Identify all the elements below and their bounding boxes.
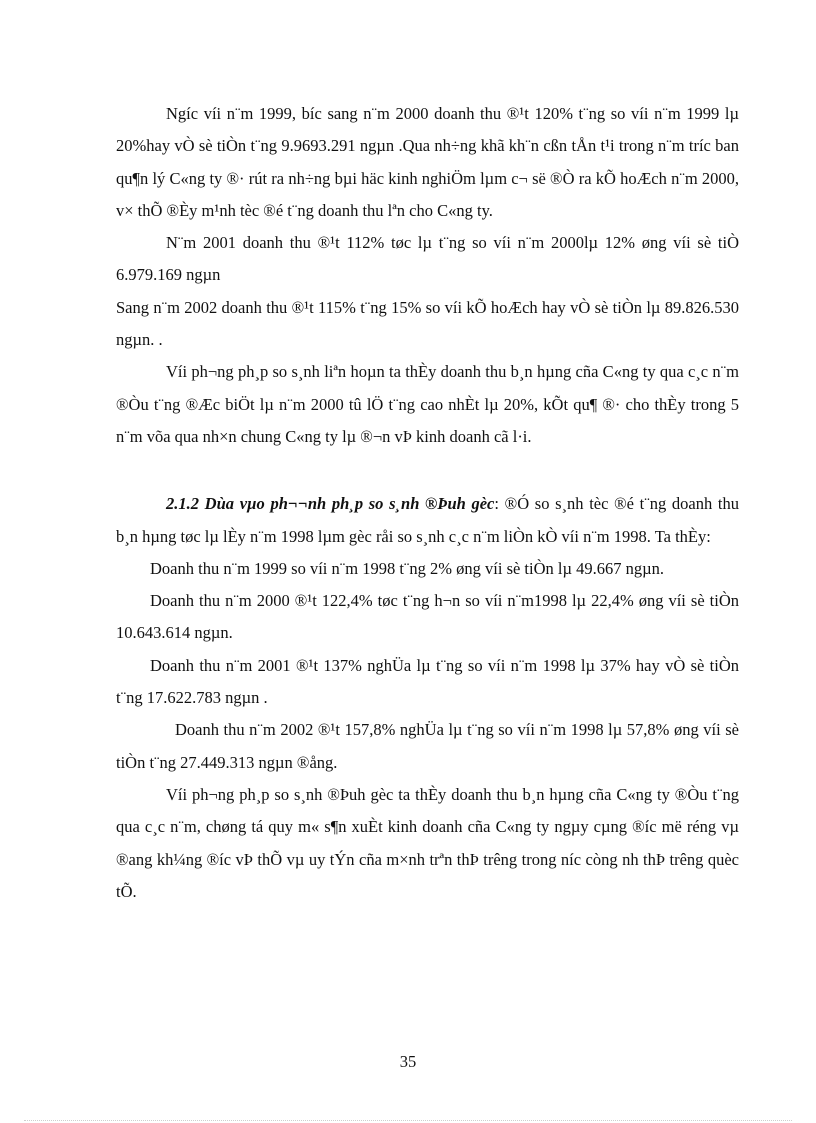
paragraph-1999-vs-1998: Doanh thu n¨m 1999 so víi n¨m 1998 t¨ng 2% øng víi sè tiÒn lµ 49.667 ngµn. (150, 558, 664, 578)
paragraph-2002: Sang n¨m 2002 doanh thu ®¹t 115% t¨ng 15% so víi kÕ hoÆch hay vÒ sè tiÒn lµ 89.826.530 ngµn. . (116, 297, 739, 350)
paragraph-comparison-1999-2000: Ngíc víi n¨m 1999, bíc sang n¨m 2000 doanh thu ®¹t 120% t¨ng so víi n¨m 1999 lµ 20%hay vÒ sè tiÒn t¨ng 9.9693.291 ngµn .Qua nh÷ng khã kh¨n cßn tÅn t¹i trong n¨m tríc ban qu¶n lý C«ng ty ®· rút ra nh÷ng bµi häc kinh nghiÖm lµm c¬ së ®Ò ra kÕ hoÆch n¨m 2000, v× thÕ ®Èy m¹nh tèc ®é t¨ng doanh thu lªn cho C«ng ty. (116, 104, 739, 220)
page-bottom-divider (24, 1120, 792, 1121)
paragraph-2000-vs-1998: Doanh thu n¨m 2000 ®¹t 122,4% tøc t¨ng h¬n so víi n¨m1998 lµ 22,4% øng víi sè tiÒn 10.643.614 ngµn. (116, 591, 739, 643)
section-paragraph-2-1-2 (116, 488, 739, 553)
section-heading-continuation: : ®Ó so s¸nh tèc ®é t¨ng doanh thu b¸n hµng tøc lµ lÈy n¨m 1998 lµm gèc råi so s¸nh c¸c n¨m liÒn kÒ víi n¨m 1998. Ta thÈy: (116, 494, 740, 546)
paragraph-2001-vs-1998: Doanh thu n¨m 2001 ®¹t 137% nghÜa lµ t¨ng so víi n¨m 1998 lµ 37% hay vÒ sè tiÒn t¨ng 17.622.783 ngµn . (116, 655, 739, 708)
paragraph-2002-vs-1998: Doanh thu n¨m 2002 ®¹t 157,8% nghÜa lµ t¨ng so víi n¨m 1998 lµ 57,8% øng víi sè tiÒn t¨ng 27.449.313 ngµn ®ång. (116, 720, 739, 772)
section-heading-2-1-2: 2.1.2 Dùa vµo ph¬¬nh ph¸p so s¸nh ®Þuh gèc (166, 494, 495, 514)
paragraph-2001: N¨m 2001 doanh thu ®¹t 112% tøc lµ t¨ng so víi n¨m 2000lµ 12% øng víi sè tiÒ 6.979.169 ngµn (116, 233, 739, 285)
body-text (116, 98, 739, 908)
section-gap (116, 453, 739, 488)
page-number: 35 (399, 1052, 417, 1071)
paragraph-base-comparison-summary: Víi ph¬ng ph¸p so s¸nh ®Þuh gèc ta thÈy doanh thu b¸n hµng cña C«ng ty ®Òu t¨ng qua c¸c n¨m, chøng tá quy m« s¶n xuÈt kinh doanh cña C«ng ty ngµy cµng ®íc më réng vµ ®ang kh¼ng ®íc vÞ thÕ vµ uy tÝn cña m×nh trªn thÞ trêng trong níc còng nh thÞ trêng quèc tÕ. (116, 784, 739, 901)
paragraph-chain-comparison-summary: Víi ph¬ng ph¸p so s¸nh liªn hoµn ta thÈy doanh thu b¸n hµng cña C«ng ty qua c¸c n¨m ®Òu t¨ng ®Æc biÖt lµ n¨m 2000 tû lÖ t¨ng cao nhÈt lµ 20%, kÕt qu¶ ®· cho thÈy trong 5 n¨m võa qua nh×n chung C«ng ty lµ ®¬n vÞ kinh doanh cã l·i. (116, 362, 739, 446)
